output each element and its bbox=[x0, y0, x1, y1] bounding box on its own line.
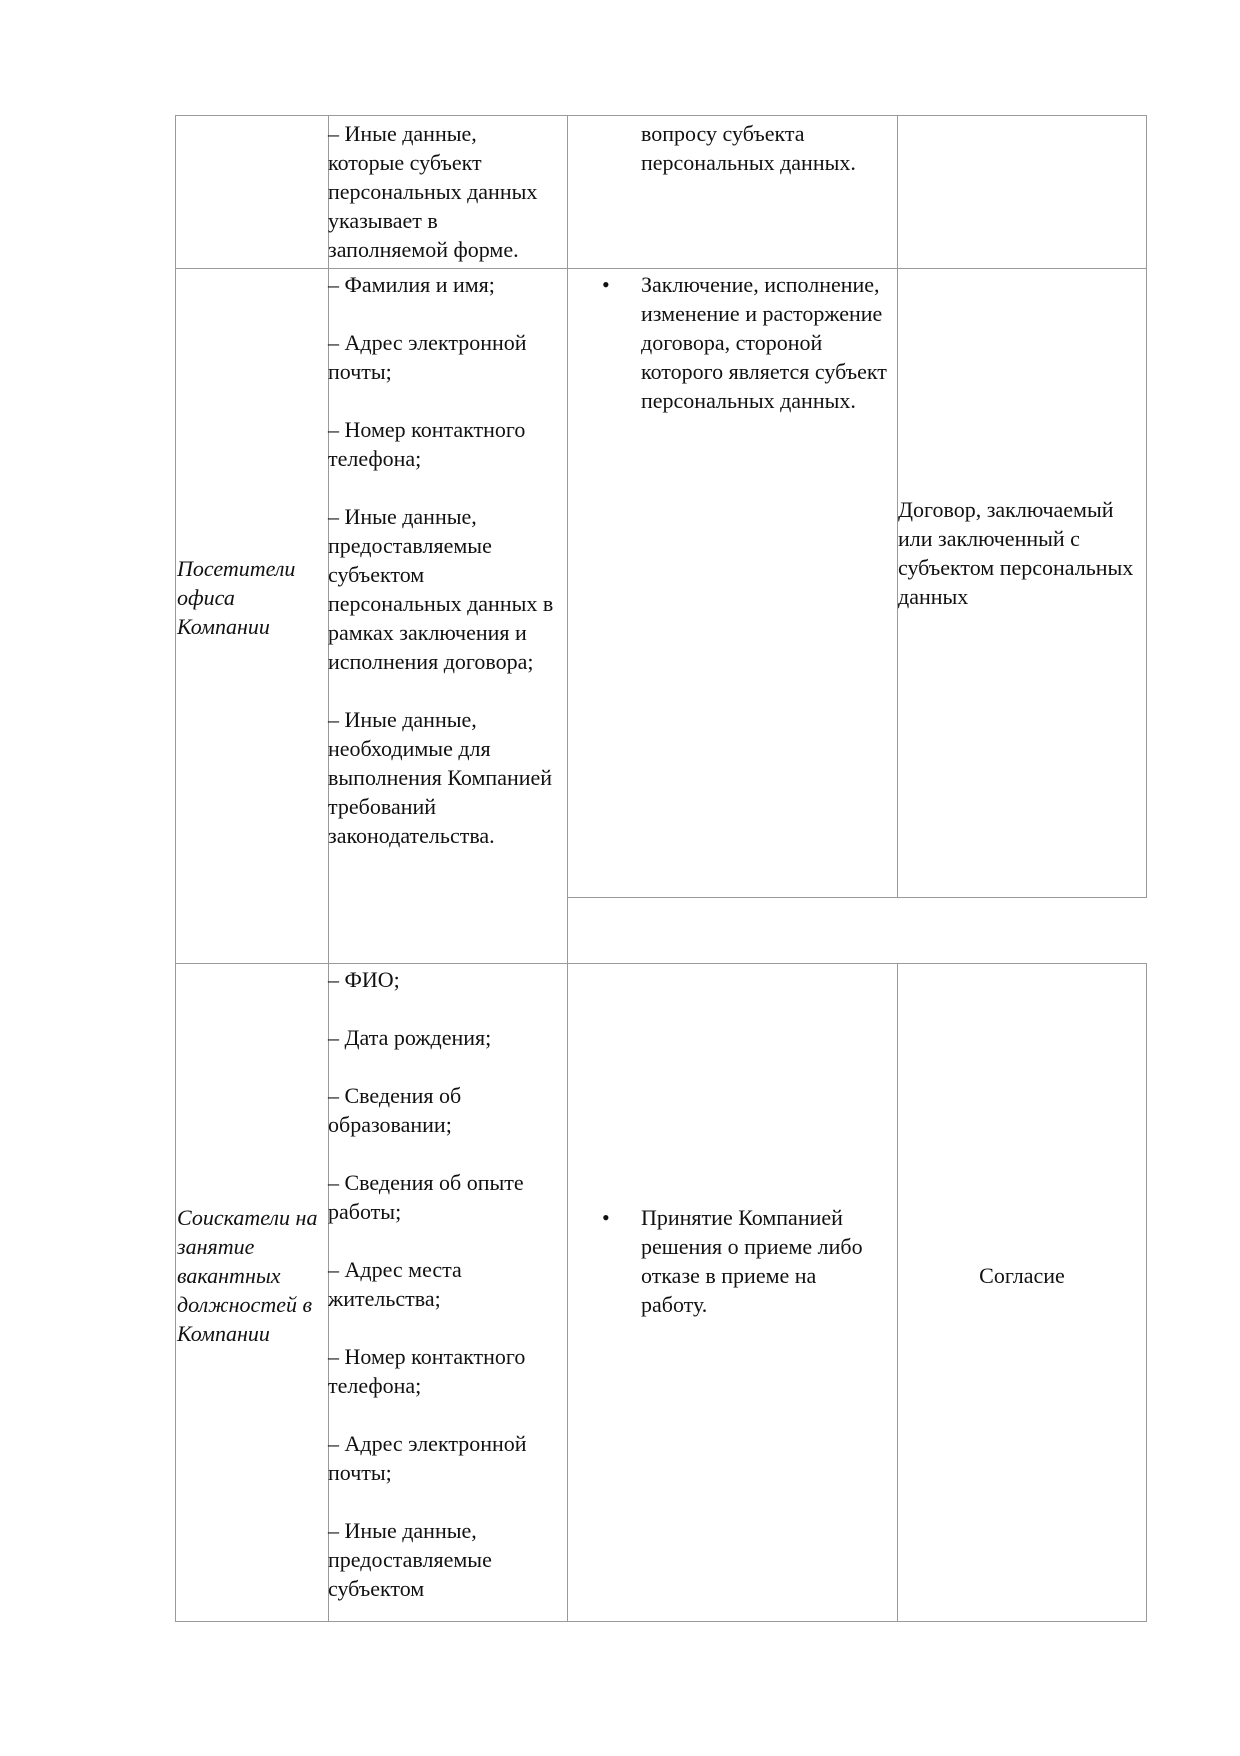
row3-purpose-cell: Принятие Компанией решения о приеме либо отказе в приеме на работу. bbox=[641, 1205, 863, 1317]
table-border-bottom bbox=[175, 1621, 1147, 1622]
data-item: – Адрес места жительства; bbox=[328, 1257, 462, 1311]
row-divider-1 bbox=[175, 268, 1147, 269]
data-item: – Иные данные, необходимые для выполнения Компанией требований законодательства. bbox=[328, 707, 553, 848]
table-border-right-b bbox=[1146, 963, 1147, 1622]
row-divider-2 bbox=[175, 963, 1147, 964]
table-border-top bbox=[175, 115, 1147, 116]
purpose-line: вопросу субъекта bbox=[641, 121, 805, 146]
table-border-left bbox=[175, 115, 176, 1622]
column-divider-3b bbox=[897, 963, 898, 1622]
data-item: – Сведения об опыте работы; bbox=[328, 1170, 524, 1224]
inner-divider bbox=[567, 897, 1147, 898]
column-divider-2 bbox=[567, 115, 568, 1622]
data-item: – Адрес электронной почты; bbox=[328, 330, 527, 384]
data-item: – Дата рождения; bbox=[328, 1025, 492, 1050]
data-item: – Фамилия и имя; bbox=[328, 272, 495, 297]
row3-basis-cell: Согласие bbox=[979, 1263, 1065, 1288]
category-job-applicants: Соискатели на занятие вакантных должностей в Компании bbox=[177, 1205, 318, 1346]
data-item: – Иные данные, предоставляемые субъектом bbox=[328, 1518, 492, 1601]
bullet-icon: • bbox=[602, 1205, 610, 1230]
row2-data-cell bbox=[328, 270, 560, 850]
data-item: – Адрес электронной почты; bbox=[328, 1431, 527, 1485]
category-office-visitors: Посетители офиса Компании bbox=[177, 556, 296, 639]
data-item: – Номер контактного телефона; bbox=[328, 417, 526, 471]
data-item: – Сведения об образовании; bbox=[328, 1083, 462, 1137]
row1-purpose-cell bbox=[641, 119, 891, 177]
row1-data-cell bbox=[328, 119, 558, 264]
table-border-right-a bbox=[1146, 115, 1147, 898]
purpose-line: персональных данных. bbox=[641, 150, 856, 175]
data-item: – ФИО; bbox=[328, 967, 400, 992]
row3-data-cell bbox=[328, 965, 560, 1603]
row2-basis-cell: Договор, заключаемый или заключенный с субъектом персональных данных bbox=[898, 497, 1134, 609]
data-item: – Иные данные, которые субъект персональных данных указывает в заполняемой форме. bbox=[328, 121, 538, 262]
row2-purpose-cell: Заключение, исполнение, изменение и расторжение договора, стороной которого является субъект персональных данных. bbox=[641, 272, 887, 413]
bullet-icon: • bbox=[602, 272, 610, 297]
data-item: – Номер контактного телефона; bbox=[328, 1344, 526, 1398]
data-item: – Иные данные, предоставляемые субъектом персональных данных в рамках заключения и исполнения договора; bbox=[328, 504, 554, 674]
